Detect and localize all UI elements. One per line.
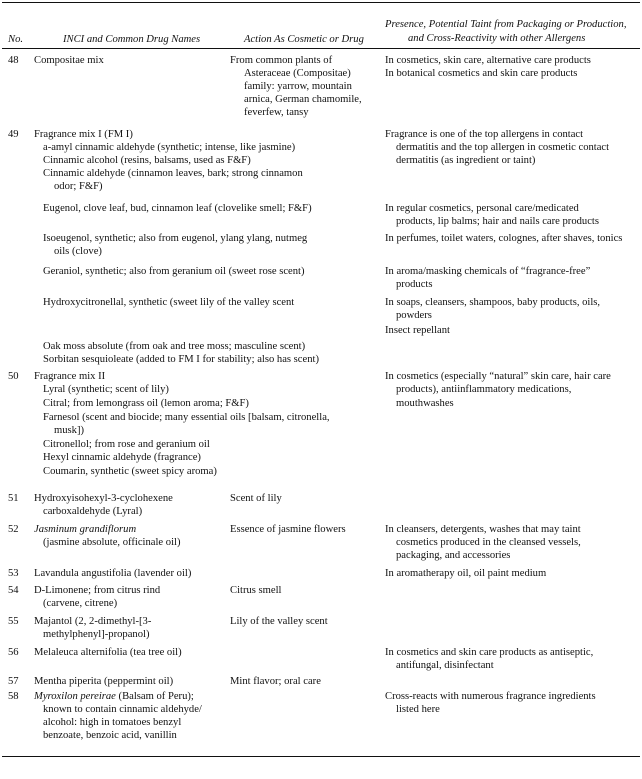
action-text: Asteraceae (Compositae) [244, 68, 351, 79]
inci-name [34, 691, 194, 704]
presence-text: listed here [396, 704, 440, 715]
presence-text: In cosmetics (especially “natural” skin care, hair care [385, 371, 611, 382]
presence-text: In cosmetics, skin care, alternative care products [385, 55, 591, 66]
inci-name: Compositae mix [34, 55, 104, 66]
inci-name: Jasminum grandiflorum [34, 524, 137, 535]
row-number: 58 [8, 691, 19, 702]
inci-name [34, 585, 160, 598]
presence-text: Insect repellant [385, 325, 451, 336]
row-number: 48 [8, 55, 19, 66]
inci-name: Mentha piperita (peppermint oil) [34, 676, 174, 687]
header-inci: INCI and Common Drug Names [63, 34, 201, 45]
row-number: 51 [8, 493, 19, 504]
inci-prefix: D [34, 585, 42, 596]
inci-name: Sorbitan sesquioleate (added to FM I for stability; also has scent) [43, 354, 319, 365]
row-number: 50 [8, 371, 19, 382]
inci-name: (carvene, citrene) [43, 598, 118, 609]
row-number: 56 [8, 647, 19, 658]
presence-text: In aromatherapy oil, oil paint medium [385, 568, 547, 579]
action-text: Scent of lily [230, 493, 282, 504]
header-no: No. [8, 34, 24, 45]
action-text: Lily of the valley scent [230, 616, 328, 627]
inci-name: Hydroxyisohexyl-3-cyclohexene [34, 493, 173, 504]
presence-text: powders [396, 310, 432, 321]
presence-text: In cleansers, detergents, washes that may taint [385, 524, 581, 535]
inci-name: Lyral (synthetic; scent of lily) [43, 384, 169, 395]
inci-name: Coumarin, synthetic (sweet spicy aroma) [43, 466, 217, 477]
presence-text: packaging, and accessories [396, 550, 511, 561]
presence-text: antifungal, disinfectant [396, 660, 494, 671]
inci-name: odor; F&F) [54, 181, 103, 192]
inci-name: oils (clove) [54, 246, 102, 257]
inci-name: carboxaldehyde (Lyral) [43, 506, 143, 517]
inci-name-italic: Myroxilon pereirae [34, 691, 116, 702]
action-text: family: yarrow, mountain [244, 81, 352, 92]
presence-text: products, lip balms; hair and nails care products [396, 216, 599, 227]
presence-text: In cosmetics and skin care products as antiseptic, [385, 647, 594, 658]
row-number: 53 [8, 568, 19, 579]
header-presence-2: and Cross-Reactivity with other Allergens [408, 33, 586, 44]
inci-name: Cinnamic aldehyde (cinnamon leaves, bark; strong cinnamon [43, 168, 303, 179]
inci-name: Cinnamic alcohol (resins, balsams, used as F&F) [43, 155, 251, 166]
presence-text: Fragrance is one of the top allergens in contact [385, 129, 584, 140]
action-text: Citrus smell [230, 585, 282, 596]
presence-text: In regular cosmetics, personal care/medicated [385, 203, 579, 214]
inci-name: Oak moss absolute (from oak and tree moss; masculine scent) [43, 341, 306, 352]
inci-name-text: (Balsam of Peru); [115, 691, 194, 702]
action-text: From common plants of [230, 55, 333, 66]
inci-name: methylphenyl]-propanol) [43, 629, 150, 640]
row-number: 49 [8, 129, 19, 140]
presence-text: In aroma/masking chemicals of “fragrance-free” [385, 266, 591, 277]
inci-name: a-amyl cinnamic aldehyde (synthetic; intense, like jasmine) [43, 142, 296, 153]
presence-text: In soaps, cleansers, shampoos, baby products, oils, [385, 297, 601, 308]
row-number: 55 [8, 616, 19, 627]
presence-text: Cross-reacts with numerous fragrance ingredients [385, 691, 596, 702]
presence-text: dermatitis (as ingredient or taint) [396, 155, 536, 166]
inci-name: Isoeugenol, synthetic; also from eugenol, ylang ylang, nutmeg [43, 233, 308, 244]
header-action: Action As Cosmetic or Drug [244, 34, 364, 45]
inci-name: Melaleuca alternifolia (tea tree oil) [34, 647, 182, 658]
presence-text: In botanical cosmetics and skin care products [385, 68, 578, 79]
inci-name: Citral; from lemongrass oil (lemon aroma; F&F) [43, 398, 249, 409]
inci-name: benzoate, benzoic acid, vanillin [43, 730, 177, 741]
presence-text: cosmetics produced in the cleansed vessels, [396, 537, 581, 548]
table-bottom-rule [2, 756, 640, 757]
inci-name: Fragrance mix II [34, 371, 106, 382]
header-presence-1: Presence, Potential Taint from Packaging or Production, [385, 19, 627, 30]
header-bottom-rule [2, 48, 640, 49]
action-text: Essence of jasmine flowers [230, 524, 346, 535]
table-top-rule [2, 2, 640, 3]
inci-name: Lavandula angustifolia (lavender oil) [34, 568, 192, 579]
inci-name: Hexyl cinnamic aldehyde (fragrance) [43, 452, 201, 463]
row-number: 54 [8, 585, 19, 596]
inci-name-text: -Limonene; from citrus rind [41, 585, 161, 596]
action-text: Mint flavor; oral care [230, 676, 321, 687]
inci-name: Hydroxycitronellal, synthetic (sweet lily of the valley scent [43, 297, 295, 308]
action-text: arnica, German chamomile, [244, 94, 362, 105]
presence-text: mouthwashes [396, 398, 454, 409]
action-text: feverfew, tansy [244, 107, 309, 118]
presence-text: In perfumes, toilet waters, colognes, after shaves, tonics [385, 233, 623, 244]
inci-name: alcohol: high in tomatoes benzyl [43, 717, 182, 728]
inci-name: Eugenol, clove leaf, bud, cinnamon leaf (clovelike smell; F&F) [43, 203, 312, 214]
row-number: 52 [8, 524, 19, 535]
inci-name: Majantol (2, 2-dimethyl-[3- [34, 616, 152, 627]
inci-name: Geraniol, synthetic; also from geranium oil (sweet rose scent) [43, 266, 305, 277]
inci-name: musk]) [54, 425, 85, 436]
inci-name: Fragrance mix I (FM I) [34, 129, 133, 140]
presence-text: products [396, 279, 433, 290]
presence-text: products), antiinflammatory medications, [396, 384, 572, 395]
presence-text: dermatitis and the top allergen in cosmetic contact [396, 142, 610, 153]
inci-name: known to contain cinnamic aldehyde/ [43, 704, 202, 715]
inci-name: (jasmine absolute, officinale oil) [43, 537, 181, 548]
inci-name: Citronellol; from rose and geranium oil [43, 439, 210, 450]
row-number: 57 [8, 676, 19, 687]
inci-name: Farnesol (scent and biocide; many essential oils [balsam, citronella, [43, 412, 330, 423]
